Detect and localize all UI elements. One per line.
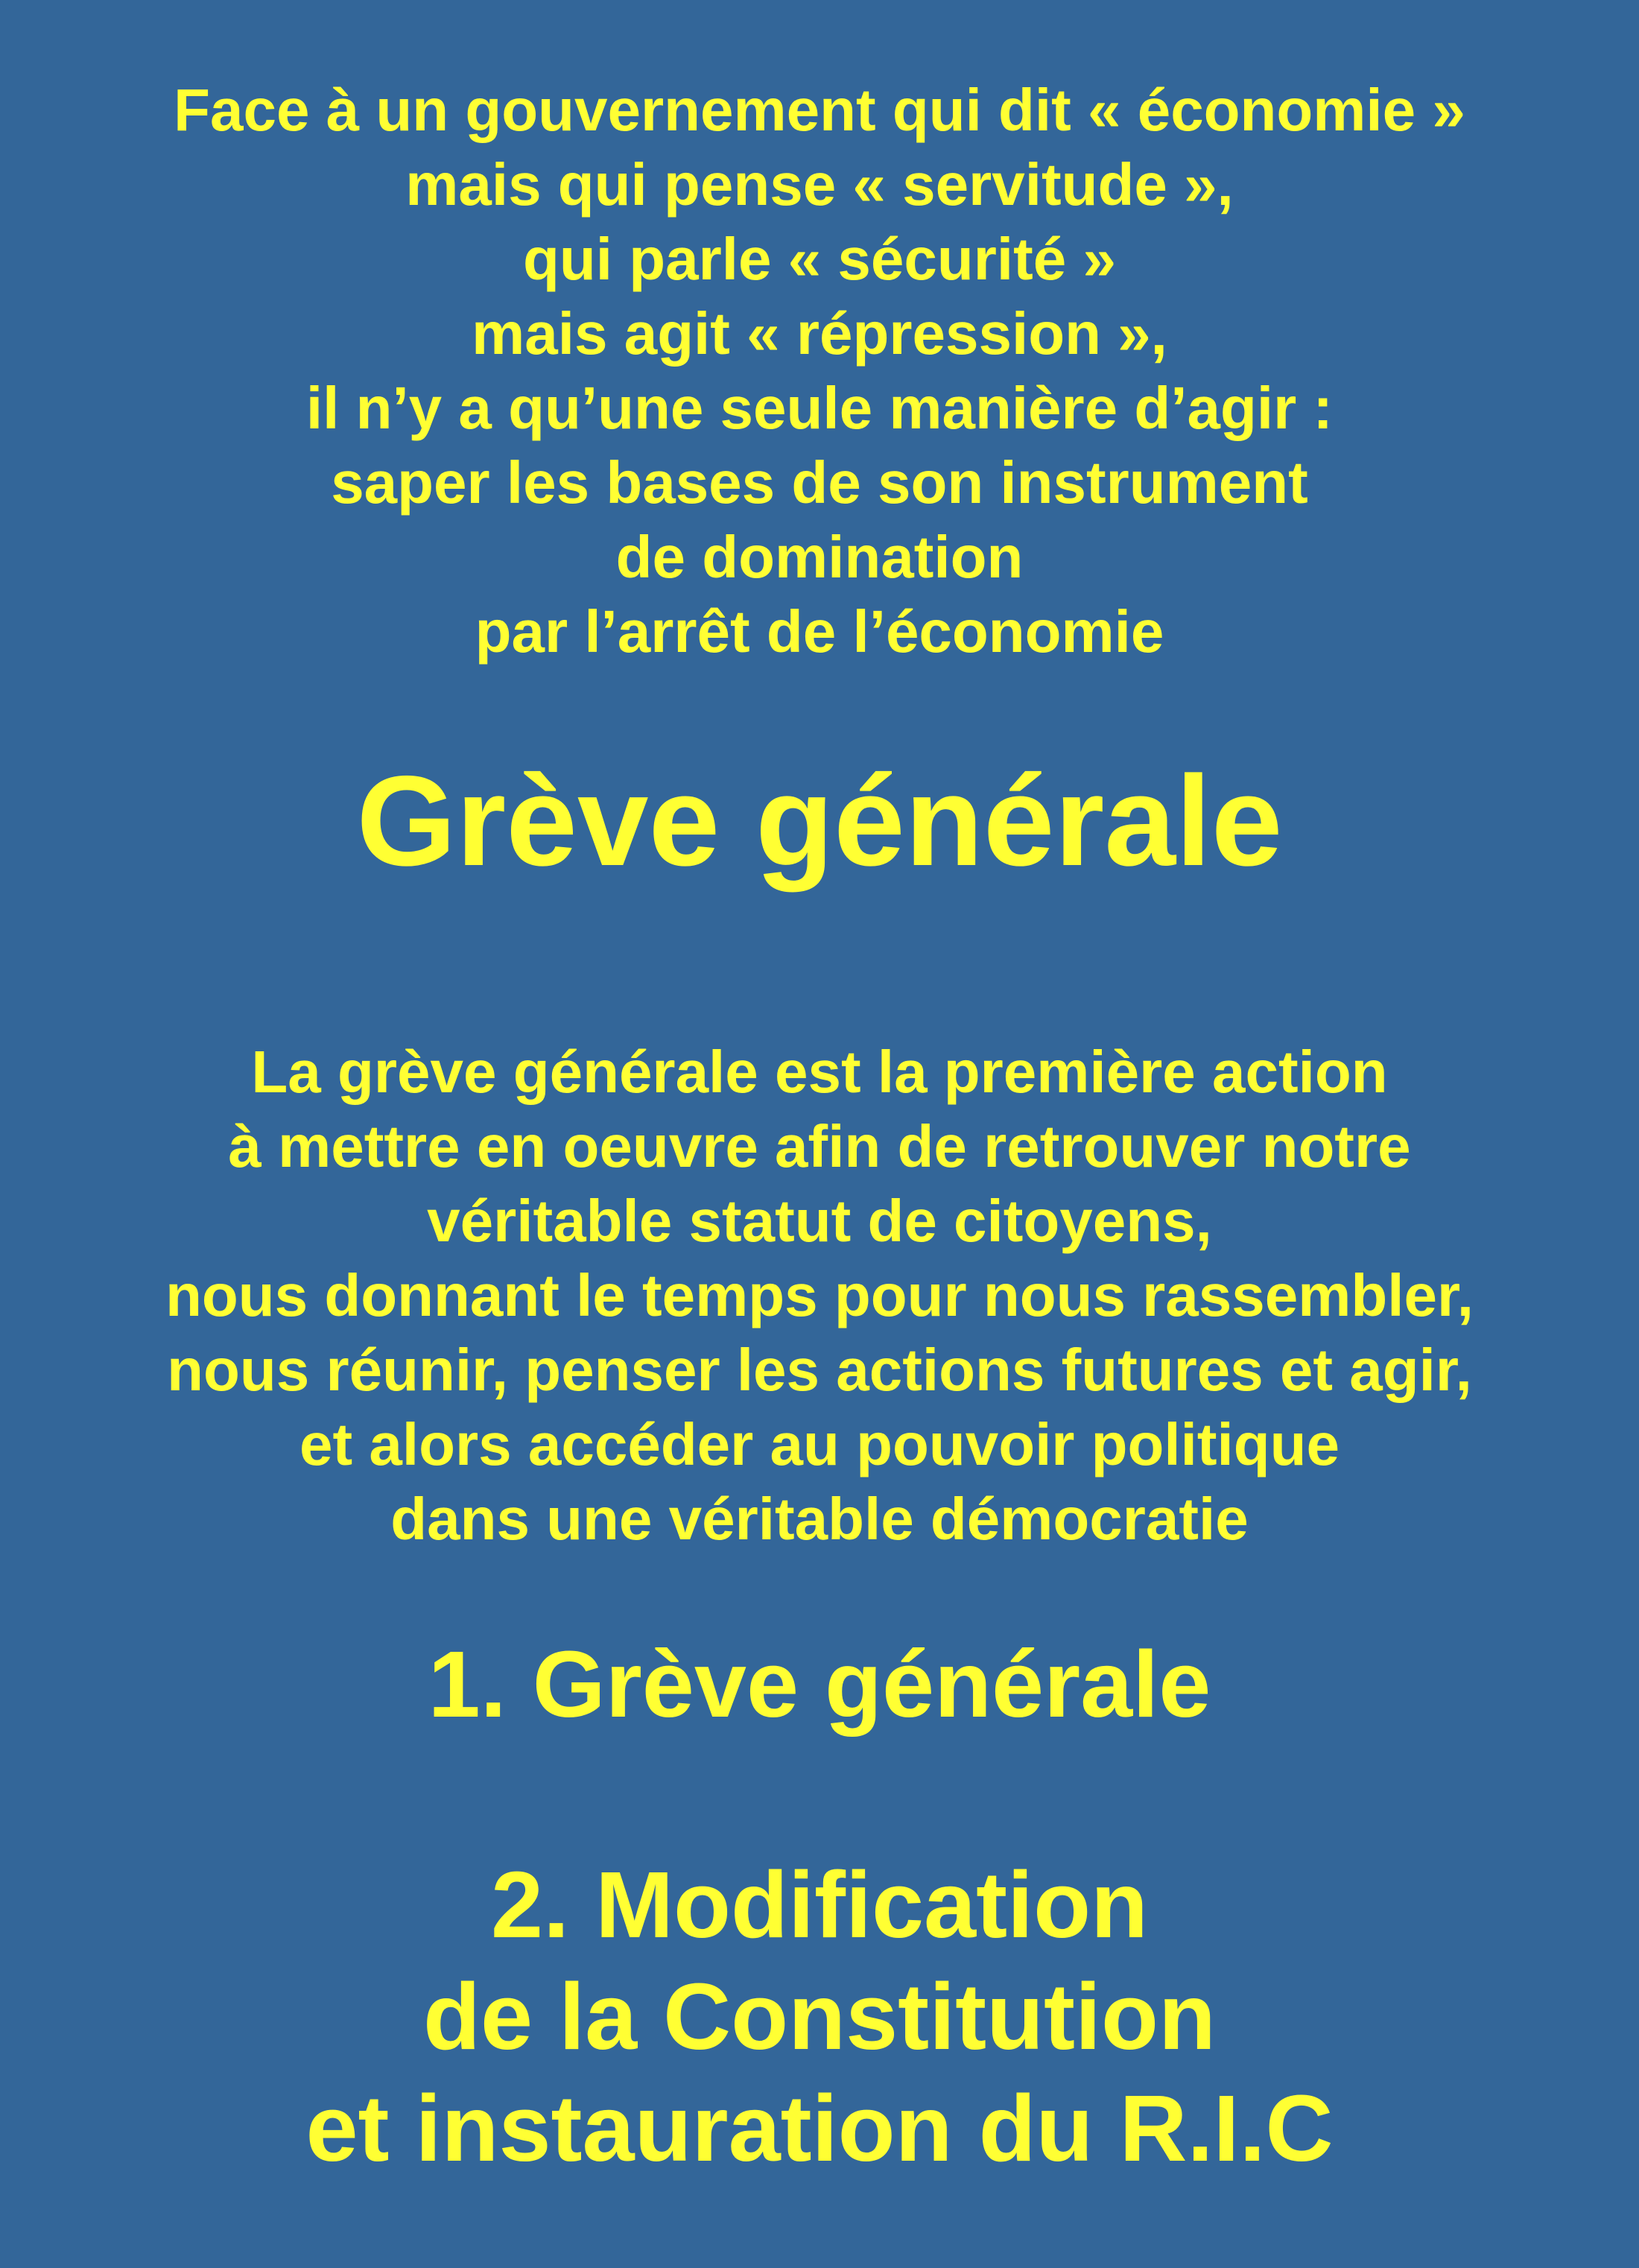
paragraph-line: nous donnant le temps pour nous rassembler,	[165, 1262, 1474, 1328]
intro-line: de domination	[615, 524, 1024, 590]
paragraph-line: et alors accéder au pouvoir politique	[299, 1411, 1340, 1477]
step-line: et instauration du R.I.C	[305, 2076, 1334, 2181]
step-1	[0, 1629, 1639, 1740]
paragraph-line: La grève générale est la première action	[251, 1039, 1388, 1105]
intro-line: il n’y a qu’une seule manière d’agir :	[305, 375, 1334, 441]
headline-text: Grève générale	[356, 750, 1283, 893]
headline	[0, 747, 1639, 896]
paragraph-line: à mettre en oeuvre afin de retrouver notre	[228, 1113, 1411, 1179]
paragraph-line: dans une véritable démocratie	[390, 1486, 1249, 1552]
step-line: 1. Grève générale	[428, 1632, 1211, 1737]
intro-line: Face à un gouvernement qui dit « économie »	[174, 77, 1465, 143]
step-line: de la Constitution	[423, 1964, 1216, 2069]
intro-line: par l’arrêt de l’économie	[475, 598, 1164, 665]
step-line: 2. Modification	[491, 1852, 1148, 1957]
paragraph-line: véritable statut de citoyens,	[427, 1188, 1212, 1254]
intro-line: mais qui pense « servitude »,	[405, 151, 1234, 218]
paragraph-line: nous réunir, penser les actions futures et agir,	[167, 1337, 1472, 1403]
step-2	[0, 1849, 1639, 2185]
intro-text	[0, 73, 1639, 669]
intro-line: mais agit « répression »,	[472, 300, 1167, 367]
body-paragraph	[0, 1035, 1639, 1556]
intro-line: qui parle « sécurité »	[523, 226, 1116, 292]
intro-line: saper les bases de son instrument	[331, 449, 1308, 516]
